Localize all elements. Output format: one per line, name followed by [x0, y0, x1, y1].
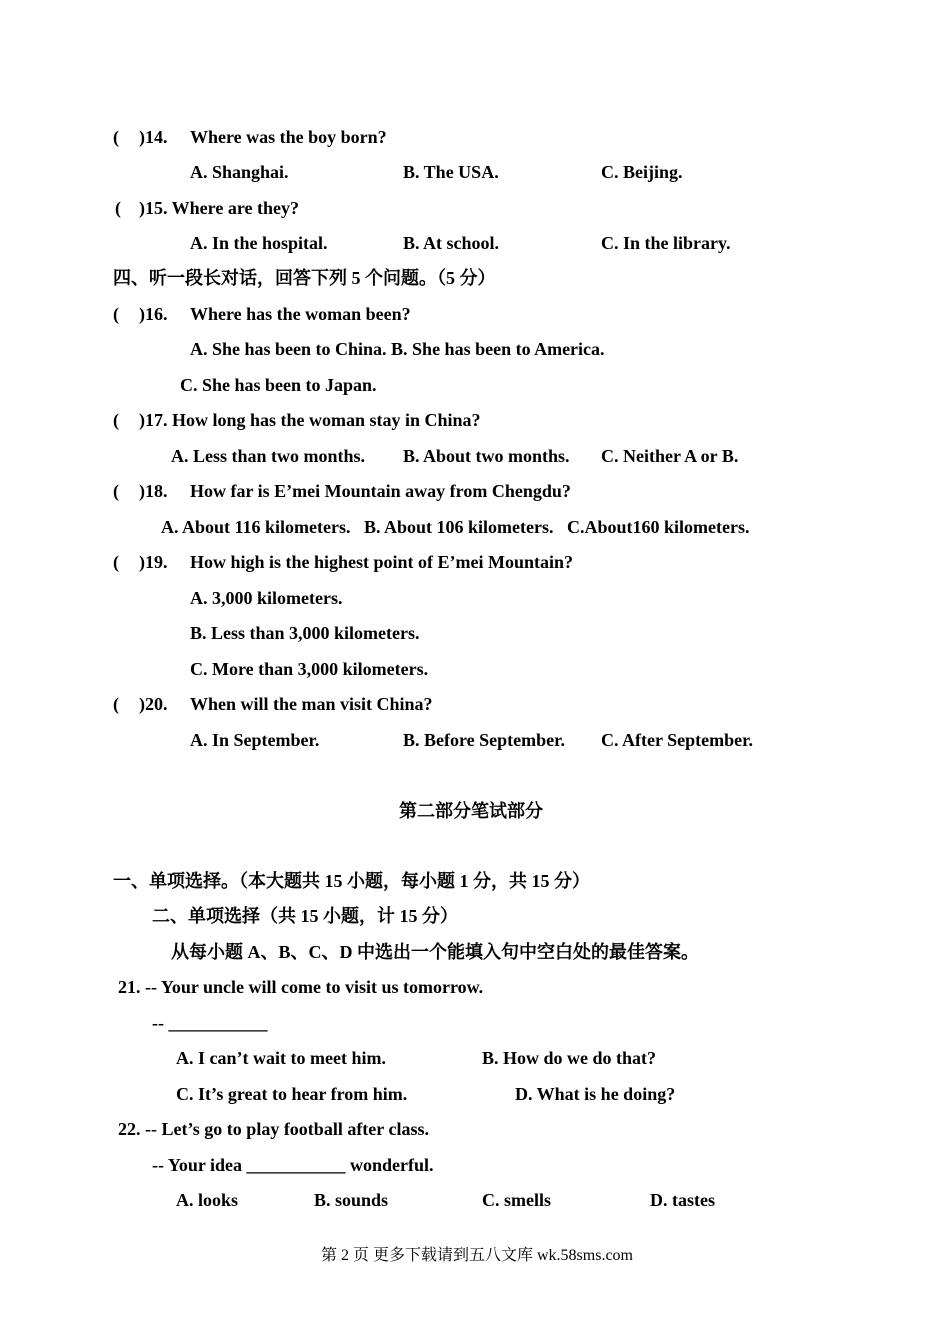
q16-options-ab: A. She has been to China. B. She has been to America. [190, 339, 605, 359]
q18-options: A. About 116 kilometers. B. About 106 kilometers. C.About160 kilometers. [161, 517, 750, 537]
q14-option-b: B. The USA. [403, 162, 499, 182]
q14-number: )14. [139, 127, 168, 147]
q19-question: How high is the highest point of E’mei Mountain? [190, 552, 574, 572]
q22-prompt: 22. -- Let’s go to play football after class. [118, 1119, 429, 1139]
q19-option-c: C. More than 3,000 kilometers. [190, 659, 429, 679]
q22-option-a: A. looks [176, 1190, 239, 1210]
q15-option-c: C. In the library. [601, 233, 731, 253]
page-footer: 第 2 页 更多下载请到五八文库 wk.58sms.com [321, 1247, 634, 1264]
q19-option-a: A. 3,000 kilometers. [190, 588, 343, 608]
q17-option-b: B. About two months. [403, 446, 570, 466]
q22-reply: -- Your idea ___________ wonderful. [152, 1155, 434, 1175]
q17-option-c: C. Neither A or B. [601, 446, 739, 466]
q17-question: )17. How long has the woman stay in China? [139, 410, 481, 430]
q18-number: )18. [139, 481, 168, 501]
q20-option-b: B. Before September. [403, 730, 565, 750]
q14-option-c: C. Beijing. [601, 162, 683, 182]
q15-option-b: B. At school. [403, 233, 500, 253]
q19-number: )19. [139, 552, 168, 572]
part2-title: 第二部分笔试部分 [399, 801, 543, 821]
q20-number: )20. [139, 694, 168, 714]
q15-question: )15. Where are they? [139, 198, 299, 218]
q20-question: When will the man visit China? [190, 694, 433, 714]
q21-option-b: B. How do we do that? [482, 1048, 657, 1068]
q21-reply: -- ___________ [152, 1013, 268, 1033]
q17-paren: ( [113, 410, 119, 430]
q21-option-c: C. It’s great to hear from him. [176, 1084, 408, 1104]
q21-option-d: D. What is he doing? [515, 1084, 676, 1104]
q21-option-a: A. I can’t wait to meet him. [176, 1048, 386, 1068]
q16-number: )16. [139, 304, 168, 324]
q15-paren: ( [115, 198, 121, 218]
q19-option-b: B. Less than 3,000 kilometers. [190, 623, 420, 643]
q18-question: How far is E’mei Mountain away from Chengdu? [190, 481, 571, 501]
q17-option-a: A. Less than two months. [171, 446, 366, 466]
section4-heading: 四、听一段长对话，回答下列 5 个问题。（5 分） [113, 268, 496, 288]
part2-heading-1: 一、单项选择。（本大题共 15 小题，每小题 1 分，共 15 分） [113, 871, 590, 891]
q18-paren: ( [113, 481, 119, 501]
q14-question: Where was the boy born? [190, 127, 387, 147]
q20-paren: ( [113, 694, 119, 714]
q15-option-a: A. In the hospital. [190, 233, 328, 253]
q22-option-c: C. smells [482, 1190, 551, 1210]
q22-option-d: D. tastes [650, 1190, 715, 1210]
q19-paren: ( [113, 552, 119, 572]
q16-question: Where has the woman been? [190, 304, 411, 324]
q14-paren: ( [113, 127, 119, 147]
q22-option-b: B. sounds [314, 1190, 389, 1210]
q14-option-a: A. Shanghai. [190, 162, 289, 182]
q20-option-c: C. After September. [601, 730, 753, 750]
part2-instruction: 从每小题 A、B、C、D 中选出一个能填入句中空白处的最佳答案。 [171, 942, 700, 962]
q21-prompt: 21. -- Your uncle will come to visit us tomorrow. [118, 977, 484, 997]
q16-paren: ( [113, 304, 119, 324]
q16-option-c: C. She has been to Japan. [180, 375, 377, 395]
part2-heading-2: 二、单项选择（共 15 小题，计 15 分） [152, 906, 458, 926]
q20-option-a: A. In September. [190, 730, 320, 750]
